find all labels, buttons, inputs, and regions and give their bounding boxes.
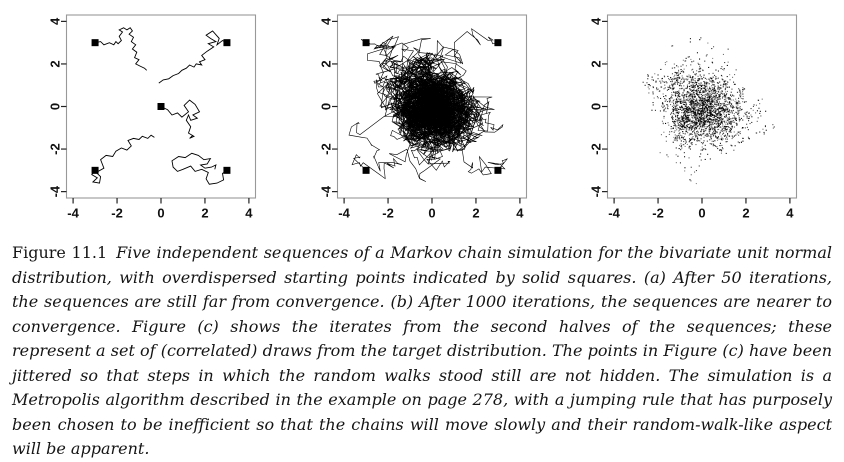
x-tick-label: -4 <box>608 205 620 221</box>
panel-b-plot <box>307 0 557 228</box>
x-tick-label: -4 <box>67 205 79 221</box>
start-point-square <box>429 103 436 110</box>
y-tick-label: -4 <box>47 185 63 198</box>
chain-trace <box>92 135 155 183</box>
x-tick-label: -2 <box>382 205 394 221</box>
jittered-samples <box>643 37 775 184</box>
y-tick-label: -2 <box>47 143 63 155</box>
figure-caption <box>12 241 832 462</box>
start-point-square <box>158 103 165 110</box>
plot-content <box>643 37 775 184</box>
x-tick-label: 4 <box>516 205 524 221</box>
y-tick-label: 2 <box>588 60 604 68</box>
start-point-square <box>494 167 501 174</box>
plot-box <box>608 15 797 198</box>
y-tick-label: 4 <box>47 17 63 26</box>
y-tick-label: -2 <box>318 143 334 155</box>
x-tick-label: -2 <box>111 205 123 221</box>
y-tick-label: 2 <box>318 60 334 68</box>
y-tick-label: 2 <box>47 60 63 68</box>
y-tick-label: 0 <box>318 102 334 111</box>
chain-trace <box>159 31 227 83</box>
y-tick-label: -2 <box>588 143 604 155</box>
x-tick-label: 0 <box>698 205 706 221</box>
chain-trace <box>172 153 227 184</box>
figure-plots-row <box>0 0 844 228</box>
start-point-square <box>363 39 370 46</box>
figure-caption-text: Five independent sequences of a Markov chain simulation for the bivariate unit normal distribution, with overdispersed starting points indicated by solid squares. (a) After 50 iterations, the sequences are still far from convergence. (b) After 1000 iterations, the sequences are nearer to convergence. Figure (c) shows the iterates from the second halves of the sequences; these represent a set of (correlated) draws from the target distribution. The points in Figure (c) have been jittered so that steps in which the random walks stood still are not hidden. The simulation is a Metropolis algorithm described in the example on page 278, with a jumping rule that has purposely been chosen to be inefficient so that the chains will move slowly and their random-walk-like aspect will be apparent. <box>12 243 833 458</box>
x-tick-label: 2 <box>472 205 480 221</box>
x-tick-label: 2 <box>201 205 209 221</box>
x-tick-label: 4 <box>245 205 253 221</box>
chain-trace <box>161 100 200 138</box>
start-point-square <box>363 167 370 174</box>
x-tick-label: 0 <box>428 205 436 221</box>
chain-trace <box>95 28 147 71</box>
y-tick-label: -4 <box>318 185 334 198</box>
x-tick-label: 2 <box>742 205 750 221</box>
start-point-square <box>92 167 99 174</box>
plot-content <box>92 28 231 184</box>
y-tick-label: 0 <box>47 102 63 111</box>
plot-content <box>349 29 508 182</box>
start-point-square <box>494 39 501 46</box>
start-point-square <box>223 39 230 46</box>
y-tick-label: 4 <box>318 17 334 26</box>
y-tick-label: -4 <box>588 185 604 198</box>
y-tick-label: 0 <box>588 102 604 111</box>
panel-c-plot <box>577 0 827 228</box>
x-tick-label: -4 <box>338 205 350 221</box>
panel-a-plot <box>36 0 286 228</box>
figure-caption-label: Figure 11.1 <box>12 243 108 262</box>
start-point-square <box>223 167 230 174</box>
y-tick-label: 4 <box>588 17 604 26</box>
x-tick-label: -2 <box>652 205 664 221</box>
start-point-square <box>92 39 99 46</box>
x-tick-label: 0 <box>157 205 165 221</box>
x-tick-label: 4 <box>786 205 794 221</box>
